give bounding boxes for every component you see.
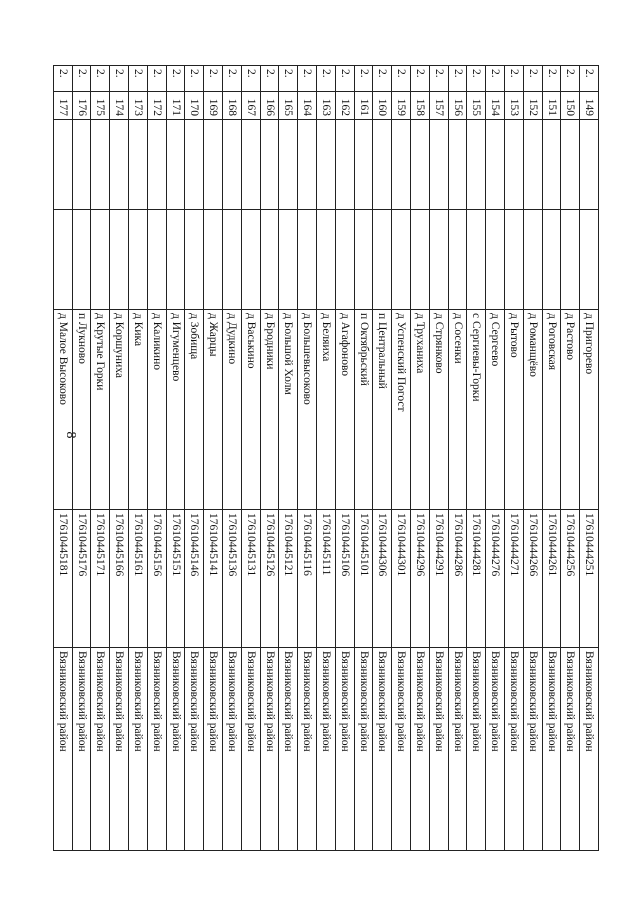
table-row xyxy=(354,66,373,851)
row-number-cell: 151 xyxy=(542,92,561,120)
table-row xyxy=(260,66,279,851)
empty-cell xyxy=(279,210,298,310)
row-number-cell: 157 xyxy=(429,92,448,120)
empty-cell xyxy=(223,120,242,210)
empty-cell xyxy=(580,120,599,210)
district-cell: Вязниковский район xyxy=(298,648,317,851)
oktmo-code-cell: 17610445171 xyxy=(91,510,110,648)
table-row xyxy=(110,66,129,851)
table-row xyxy=(467,66,486,851)
district-cell: Вязниковский район xyxy=(317,648,336,851)
oktmo-code-cell: 17610444306 xyxy=(373,510,392,648)
table-row xyxy=(241,66,260,851)
settlement-name-cell: д Труханиха xyxy=(411,310,430,510)
row-number-cell: 160 xyxy=(373,92,392,120)
empty-cell xyxy=(166,120,185,210)
empty-cell xyxy=(317,120,336,210)
settlement-name-cell: д Крутые Горки xyxy=(91,310,110,510)
section-cell: 2. xyxy=(429,66,448,92)
table-row xyxy=(166,66,185,851)
table-row xyxy=(580,66,599,851)
section-cell: 2. xyxy=(129,66,148,92)
row-number-cell: 175 xyxy=(91,92,110,120)
oktmo-code-cell: 17610445126 xyxy=(260,510,279,648)
section-cell: 2. xyxy=(542,66,561,92)
table-row xyxy=(411,66,430,851)
row-number-cell: 161 xyxy=(354,92,373,120)
section-cell: 2. xyxy=(373,66,392,92)
table-row xyxy=(486,66,505,851)
district-cell: Вязниковский район xyxy=(260,648,279,851)
empty-cell xyxy=(204,210,223,310)
oktmo-code-cell: 17610445161 xyxy=(129,510,148,648)
empty-cell xyxy=(561,120,580,210)
empty-cell xyxy=(392,120,411,210)
table-row xyxy=(204,66,223,851)
settlement-name-cell: д Агафоново xyxy=(335,310,354,510)
empty-cell xyxy=(411,120,430,210)
oktmo-code-cell: 17610445131 xyxy=(241,510,260,648)
row-number-cell: 167 xyxy=(241,92,260,120)
empty-cell xyxy=(467,210,486,310)
row-number-cell: 162 xyxy=(335,92,354,120)
empty-cell xyxy=(486,120,505,210)
oktmo-code-cell: 17610445136 xyxy=(223,510,242,648)
district-cell: Вязниковский район xyxy=(486,648,505,851)
settlement-name-cell: д Беляиха xyxy=(317,310,336,510)
empty-cell xyxy=(147,120,166,210)
row-number-cell: 164 xyxy=(298,92,317,120)
row-number-cell: 154 xyxy=(486,92,505,120)
table-row xyxy=(223,66,242,851)
oktmo-code-cell: 17610445181 xyxy=(53,510,72,648)
table-row xyxy=(147,66,166,851)
table-row xyxy=(91,66,110,851)
row-number-cell: 150 xyxy=(561,92,580,120)
empty-cell xyxy=(185,120,204,210)
empty-cell xyxy=(279,120,298,210)
district-cell: Вязниковский район xyxy=(72,648,91,851)
empty-cell xyxy=(241,210,260,310)
table-row xyxy=(392,66,411,851)
table-row xyxy=(448,66,467,851)
oktmo-code-cell: 17610445101 xyxy=(354,510,373,648)
empty-cell xyxy=(354,120,373,210)
empty-cell xyxy=(486,210,505,310)
row-number-cell: 171 xyxy=(166,92,185,120)
settlement-name-cell: с Сергиевы-Горки xyxy=(467,310,486,510)
district-cell: Вязниковский район xyxy=(53,648,72,851)
row-number-cell: 173 xyxy=(129,92,148,120)
section-cell: 2. xyxy=(72,66,91,92)
empty-cell xyxy=(298,120,317,210)
row-number-cell: 163 xyxy=(317,92,336,120)
settlement-name-cell: д Коршуниха xyxy=(110,310,129,510)
district-cell: Вязниковский район xyxy=(542,648,561,851)
settlement-name-cell: п Октябрьский xyxy=(354,310,373,510)
district-cell: Вязниковский район xyxy=(392,648,411,851)
empty-cell xyxy=(53,120,72,210)
section-cell: 2. xyxy=(223,66,242,92)
table-row xyxy=(429,66,448,851)
section-cell: 2. xyxy=(317,66,336,92)
district-cell: Вязниковский район xyxy=(429,648,448,851)
settlement-name-cell: д Стрянково xyxy=(429,310,448,510)
district-cell: Вязниковский район xyxy=(561,648,580,851)
row-number-cell: 172 xyxy=(147,92,166,120)
settlements-table-body xyxy=(53,66,598,851)
oktmo-code-cell: 17610445111 xyxy=(317,510,336,648)
district-cell: Вязниковский район xyxy=(110,648,129,851)
district-cell: Вязниковский район xyxy=(129,648,148,851)
row-number-cell: 168 xyxy=(223,92,242,120)
section-cell: 2. xyxy=(411,66,430,92)
settlement-name-cell: д Растово xyxy=(561,310,580,510)
empty-cell xyxy=(223,210,242,310)
section-cell: 2. xyxy=(204,66,223,92)
section-cell: 2. xyxy=(486,66,505,92)
empty-cell xyxy=(411,210,430,310)
section-cell: 2. xyxy=(260,66,279,92)
empty-cell xyxy=(72,120,91,210)
table-row xyxy=(523,66,542,851)
district-cell: Вязниковский район xyxy=(185,648,204,851)
settlement-name-cell: д Жарцы xyxy=(204,310,223,510)
empty-cell xyxy=(260,210,279,310)
district-cell: Вязниковский район xyxy=(467,648,486,851)
oktmo-code-cell: 17610445116 xyxy=(298,510,317,648)
empty-cell xyxy=(335,210,354,310)
oktmo-code-cell: 17610444301 xyxy=(392,510,411,648)
section-cell: 2. xyxy=(110,66,129,92)
row-number-cell: 149 xyxy=(580,92,599,120)
settlement-name-cell: д Васькино xyxy=(241,310,260,510)
settlement-name-cell: д Роговская xyxy=(542,310,561,510)
empty-cell xyxy=(53,210,72,310)
settlement-name-cell: д Успенский Погост xyxy=(392,310,411,510)
table-row xyxy=(53,66,72,851)
section-cell: 2. xyxy=(354,66,373,92)
settlement-name-cell: д Зобища xyxy=(185,310,204,510)
settlements-table-container xyxy=(56,65,599,850)
section-cell: 2. xyxy=(523,66,542,92)
section-cell: 2. xyxy=(147,66,166,92)
empty-cell xyxy=(505,120,524,210)
district-cell: Вязниковский район xyxy=(147,648,166,851)
table-row xyxy=(279,66,298,851)
settlement-name-cell: д Романщёво xyxy=(523,310,542,510)
oktmo-code-cell: 17610445106 xyxy=(335,510,354,648)
oktmo-code-cell: 17610444256 xyxy=(561,510,580,648)
row-number-cell: 159 xyxy=(392,92,411,120)
row-number-cell: 158 xyxy=(411,92,430,120)
empty-cell xyxy=(354,210,373,310)
row-number-cell: 176 xyxy=(72,92,91,120)
settlement-name-cell: д Рытово xyxy=(505,310,524,510)
empty-cell xyxy=(166,210,185,310)
oktmo-code-cell: 17610444281 xyxy=(467,510,486,648)
empty-cell xyxy=(373,210,392,310)
settlements-table xyxy=(53,65,599,851)
settlement-name-cell: д Кика xyxy=(129,310,148,510)
oktmo-code-cell: 17610445151 xyxy=(166,510,185,648)
section-cell: 2. xyxy=(241,66,260,92)
district-cell: Вязниковский район xyxy=(223,648,242,851)
empty-cell xyxy=(129,210,148,310)
table-row xyxy=(335,66,354,851)
row-number-cell: 155 xyxy=(467,92,486,120)
empty-cell xyxy=(542,120,561,210)
empty-cell xyxy=(429,210,448,310)
settlement-name-cell: д Малое Высоково xyxy=(53,310,72,510)
section-cell: 2. xyxy=(580,66,599,92)
empty-cell xyxy=(204,120,223,210)
empty-cell xyxy=(448,210,467,310)
settlement-name-cell: п Лукново xyxy=(72,310,91,510)
empty-cell xyxy=(335,120,354,210)
table-row xyxy=(185,66,204,851)
settlement-name-cell: д Игуменцево xyxy=(166,310,185,510)
empty-cell xyxy=(129,120,148,210)
empty-cell xyxy=(260,120,279,210)
settlement-name-cell: д Пригорево xyxy=(580,310,599,510)
oktmo-code-cell: 17610444261 xyxy=(542,510,561,648)
table-row xyxy=(373,66,392,851)
district-cell: Вязниковский район xyxy=(411,648,430,851)
row-number-cell: 156 xyxy=(448,92,467,120)
empty-cell xyxy=(373,120,392,210)
page-number: 8 xyxy=(63,431,78,439)
section-cell: 2. xyxy=(298,66,317,92)
empty-cell xyxy=(147,210,166,310)
section-cell: 2. xyxy=(505,66,524,92)
settlement-name-cell: д Сосенки xyxy=(448,310,467,510)
settlement-name-cell: п Центральный xyxy=(373,310,392,510)
oktmo-code-cell: 17610445121 xyxy=(279,510,298,648)
empty-cell xyxy=(185,210,204,310)
section-cell: 2. xyxy=(392,66,411,92)
section-cell: 2. xyxy=(53,66,72,92)
empty-cell xyxy=(298,210,317,310)
empty-cell xyxy=(241,120,260,210)
district-cell: Вязниковский район xyxy=(166,648,185,851)
oktmo-code-cell: 17610445166 xyxy=(110,510,129,648)
empty-cell xyxy=(505,210,524,310)
district-cell: Вязниковский район xyxy=(241,648,260,851)
oktmo-code-cell: 17610444291 xyxy=(429,510,448,648)
empty-cell xyxy=(448,120,467,210)
section-cell: 2. xyxy=(279,66,298,92)
oktmo-code-cell: 17610444286 xyxy=(448,510,467,648)
section-cell: 2. xyxy=(561,66,580,92)
section-cell: 2. xyxy=(335,66,354,92)
section-cell: 2. xyxy=(448,66,467,92)
table-row xyxy=(317,66,336,851)
settlement-name-cell: д Каликино xyxy=(147,310,166,510)
district-cell: Вязниковский район xyxy=(335,648,354,851)
district-cell: Вязниковский район xyxy=(505,648,524,851)
row-number-cell: 166 xyxy=(260,92,279,120)
oktmo-code-cell: 17610445176 xyxy=(72,510,91,648)
settlement-name-cell: д Дудкино xyxy=(223,310,242,510)
settlement-name-cell: д Сергеево xyxy=(486,310,505,510)
table-row xyxy=(129,66,148,851)
table-row xyxy=(505,66,524,851)
district-cell: Вязниковский район xyxy=(204,648,223,851)
empty-cell xyxy=(72,210,91,310)
empty-cell xyxy=(561,210,580,310)
oktmo-code-cell: 17610444251 xyxy=(580,510,599,648)
empty-cell xyxy=(392,210,411,310)
oktmo-code-cell: 17610444266 xyxy=(523,510,542,648)
district-cell: Вязниковский район xyxy=(279,648,298,851)
empty-cell xyxy=(91,210,110,310)
oktmo-code-cell: 17610445146 xyxy=(185,510,204,648)
table-row xyxy=(72,66,91,851)
settlement-name-cell: д Бродники xyxy=(260,310,279,510)
row-number-cell: 174 xyxy=(110,92,129,120)
row-number-cell: 152 xyxy=(523,92,542,120)
settlement-name-cell: д Большой Холм xyxy=(279,310,298,510)
district-cell: Вязниковский район xyxy=(354,648,373,851)
row-number-cell: 170 xyxy=(185,92,204,120)
table-row xyxy=(298,66,317,851)
district-cell: Вязниковский район xyxy=(580,648,599,851)
oktmo-code-cell: 17610445156 xyxy=(147,510,166,648)
empty-cell xyxy=(523,120,542,210)
row-number-cell: 165 xyxy=(279,92,298,120)
district-cell: Вязниковский район xyxy=(523,648,542,851)
empty-cell xyxy=(580,210,599,310)
section-cell: 2. xyxy=(185,66,204,92)
row-number-cell: 169 xyxy=(204,92,223,120)
table-row xyxy=(542,66,561,851)
settlement-name-cell: д Большевысоково xyxy=(298,310,317,510)
oktmo-code-cell: 17610444271 xyxy=(505,510,524,648)
empty-cell xyxy=(91,120,110,210)
empty-cell xyxy=(110,120,129,210)
oktmo-code-cell: 17610445141 xyxy=(204,510,223,648)
empty-cell xyxy=(429,120,448,210)
empty-cell xyxy=(523,210,542,310)
empty-cell xyxy=(317,210,336,310)
district-cell: Вязниковский район xyxy=(91,648,110,851)
section-cell: 2. xyxy=(166,66,185,92)
district-cell: Вязниковский район xyxy=(448,648,467,851)
table-row xyxy=(561,66,580,851)
oktmo-code-cell: 17610444276 xyxy=(486,510,505,648)
section-cell: 2. xyxy=(467,66,486,92)
empty-cell xyxy=(542,210,561,310)
empty-cell xyxy=(467,120,486,210)
row-number-cell: 153 xyxy=(505,92,524,120)
section-cell: 2. xyxy=(91,66,110,92)
oktmo-code-cell: 17610444296 xyxy=(411,510,430,648)
row-number-cell: 177 xyxy=(53,92,72,120)
empty-cell xyxy=(110,210,129,310)
district-cell: Вязниковский район xyxy=(373,648,392,851)
